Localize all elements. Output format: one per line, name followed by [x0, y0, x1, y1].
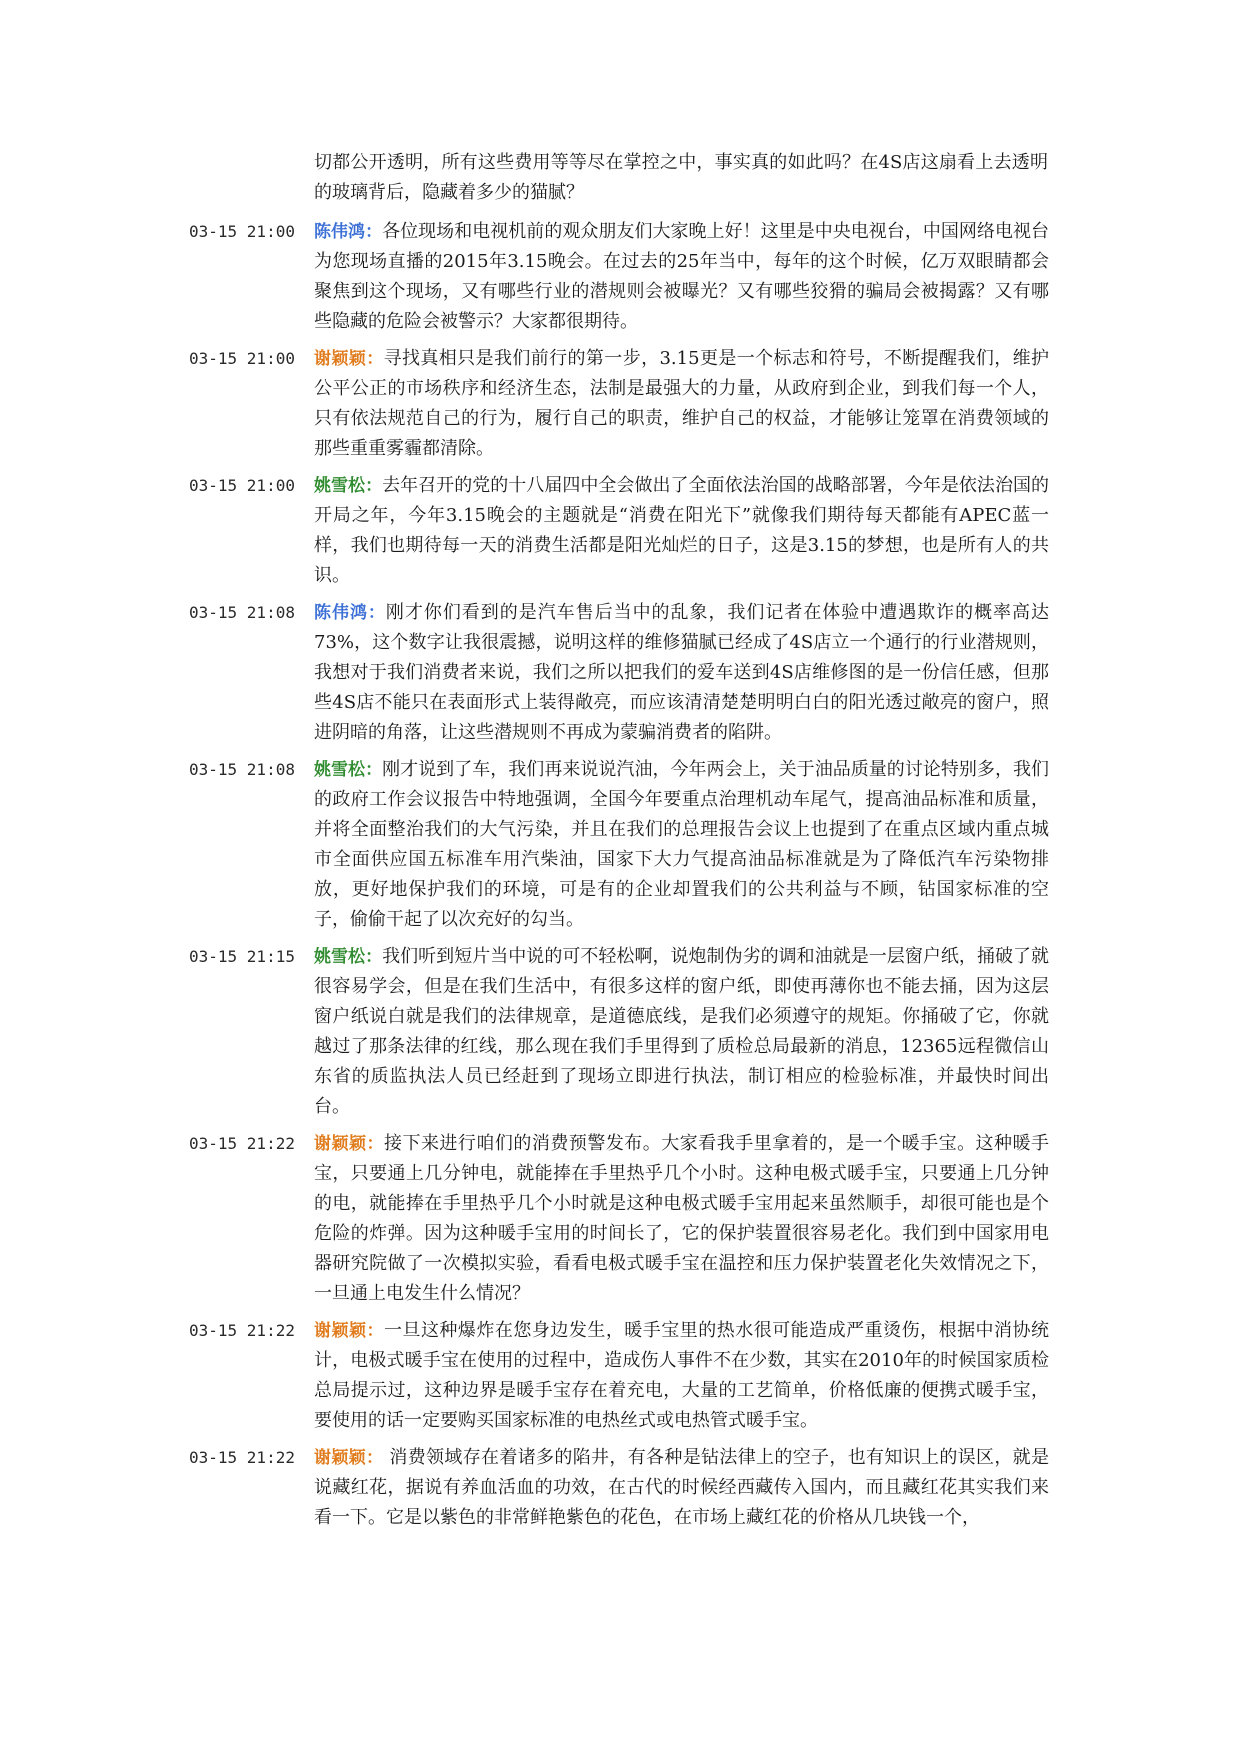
transcript-entry: [189, 942, 1049, 1122]
entry-timestamp: 03-15 21:08: [189, 603, 295, 622]
transcript-entry: [189, 1316, 1049, 1436]
entry-content: [314, 598, 1049, 748]
entry-content: [314, 755, 1049, 935]
transcript-entry: [189, 344, 1049, 464]
speaker-separator: ：: [365, 947, 383, 967]
entry-text: 消费领域存在着诸多的陷井，有各种是钻法律上的空子，也有知识上的误区，就是说藏红花，据说有养血活血的功效，在古代的时候经西藏传入国内，而且藏红花其实我们来看一下。它是以紫色的非常鲜艳紫色的花色，在市场上藏红花的价格从几块钱一个，: [314, 1447, 1050, 1528]
speaker-separator: ：: [367, 603, 386, 623]
entry-timestamp: 03-15 21:00: [189, 222, 295, 241]
entry-text: 刚才说到了车，我们再来说说汽油，今年两会上，关于油品质量的讨论特别多，我们的政府工作会议报告中特地强调，全国今年要重点治理机动车尾气，提高油品标准和质量，并将全面整治我们的大气污染，并且在我们的总理报告会议上也提到了在重点区域内重点城市全面供应国五标准车用汽柴油，国家下大力气提高油品标准就是为了降低汽车污染物排放，更好地保护我们的环境，可是有的企业却置我们的公共利益与不顾，钻国家标准的空子，偷偷干起了以次充好的勾当。: [314, 759, 1050, 930]
speaker-name: 陈伟鸿: [314, 222, 366, 242]
entry-content: [314, 942, 1049, 1122]
entry-content: [314, 1129, 1049, 1309]
entry-timestamp: 03-15 21:15: [189, 947, 295, 966]
live-transcript-list: [189, 217, 1049, 1540]
entry-timestamp: 03-15 21:22: [189, 1134, 295, 1153]
speaker-name: 姚雪松: [314, 476, 366, 496]
entry-content: [314, 471, 1049, 591]
speaker-name: 谢颖颖: [314, 349, 367, 369]
speaker-name: 姚雪松: [314, 947, 366, 967]
transcript-entry: [189, 598, 1049, 748]
entry-timestamp: 03-15 21:22: [189, 1321, 295, 1340]
speaker-name: 谢颖颖: [314, 1448, 366, 1468]
speaker-name: 谢颖颖: [314, 1134, 367, 1154]
transcript-entry: [189, 755, 1049, 935]
entry-text: 去年召开的党的十八届四中全会做出了全面依法治国的战略部署，今年是依法治国的开局之年，今年3.15晚会的主题就是“消费在阳光下”就像我们期待每天都能有APEC蓝一样，我们也期待每一天的消费生活都是阳光灿烂的日子，这是3.15的梦想，也是所有人的共识。: [314, 475, 1050, 586]
entry-timestamp: 03-15 21:00: [189, 349, 295, 368]
entry-timestamp: 03-15 21:00: [189, 476, 295, 495]
entry-timestamp: 03-15 21:22: [189, 1448, 295, 1467]
entry-text: 寻找真相只是我们前行的第一步，3.15更是一个标志和符号，不断提醒我们，维护公平公正的市场秩序和经济生态，法制是最强大的力量，从政府到企业，到我们每一个人，只有依法规范自己的行为，履行自己的职责，维护自己的权益，才能够让笼罩在消费领域的那些重重雾霾都清除。: [314, 348, 1050, 459]
speaker-separator: ：: [366, 1134, 384, 1154]
entry-text: 刚才你们看到的是汽车售后当中的乱象，我们记者在体验中遭遇欺诈的概率高达73%，这个数字让我很震撼，说明这样的维修猫腻已经成了4S店立一个通行的行业潜规则，我想对于我们消费者来说，我们之所以把我们的爱车送到4S店维修图的是一份信任感，但那些4S店不能只在表面形式上装得敞亮，而应该清清楚楚明明白白的阳光透过敞亮的窗户，照进阴暗的角落，让这些潜规则不再成为蒙骗消费者的陷阱。: [314, 602, 1050, 743]
entry-content: [314, 1443, 1049, 1533]
transcript-entry: [189, 217, 1049, 337]
entry-text: 我们听到短片当中说的可不轻松啊，说炮制伪劣的调和油就是一层窗户纸，捅破了就很容易学会，但是在我们生活中，有很多这样的窗户纸，即使再薄你也不能去捅，因为这层窗户纸说白就是我们的法律规章，是道德底线，是我们必须遵守的规矩。你捅破了它，你就越过了那条法律的红线，那么现在我们手里得到了质检总局最新的消息，12365远程微信山东省的质监执法人员已经赶到了现场立即进行执法，制订相应的检验标准，并最快时间出台。: [314, 946, 1050, 1117]
speaker-separator: ：: [366, 1321, 384, 1341]
speaker-separator: ：: [365, 476, 383, 496]
transcript-entry: [189, 471, 1049, 591]
speaker-separator: ：: [365, 222, 383, 242]
speaker-name: 陈伟鸿: [314, 603, 368, 623]
speaker-separator: ：: [366, 349, 384, 369]
entry-content: [314, 1316, 1049, 1436]
entry-text: 一旦这种爆炸在您身边发生，暖手宝里的热水很可能造成严重烫伤，根据中消协统计，电极式暖手宝在使用的过程中，造成伤人事件不在少数，其实在2010年的时候国家质检总局提示过，这种边界是暖手宝存在着充电，大量的工艺简单，价格低廉的便携式暖手宝，要使用的话一定要购买国家标准的电热丝式或电热管式暖手宝。: [314, 1320, 1050, 1431]
speaker-name: 姚雪松: [314, 760, 366, 780]
entry-text: 各位现场和电视机前的观众朋友们大家晚上好！这里是中央电视台，中国网络电视台为您现场直播的2015年3.15晚会。在过去的25年当中，每年的这个时候，亿万双眼睛都会聚焦到这个现场，又有哪些行业的潜规则会被曝光？又有哪些狡猾的骗局会被揭露？又有哪些隐藏的危险会被警示？大家都很期待。: [314, 221, 1050, 332]
entry-text: 接下来进行咱们的消费预警发布。大家看我手里拿着的，是一个暖手宝。这种暖手宝，只要通上几分钟电，就能捧在手里热乎几个小时。这种电极式暖手宝，只要通上几分钟的电，就能捧在手里热乎几个小时就是这种电极式暖手宝用起来虽然顺手，却很可能也是个危险的炸弹。因为这种暖手宝用的时间长了，它的保护装置很容易老化。我们到中国家用电器研究院做了一次模拟实验，看看电极式暖手宝在温控和压力保护装置老化失效情况之下，一旦通上电发生什么情况？: [314, 1133, 1050, 1304]
entry-content: [314, 217, 1049, 337]
entry-timestamp: 03-15 21:08: [189, 760, 295, 779]
transcript-entry: [189, 1443, 1049, 1533]
intro-paragraph: 切都公开透明，所有这些费用等等尽在掌控之中，事实真的如此吗？在4S店这扇看上去透明的玻璃背后，隐藏着多少的猫腻？: [314, 152, 1048, 203]
speaker-separator: ：: [365, 760, 383, 780]
transcript-entry: [189, 1129, 1049, 1309]
speaker-name: 谢颖颖: [314, 1321, 367, 1341]
entry-content: [314, 344, 1049, 464]
speaker-separator: ：: [366, 1448, 384, 1468]
